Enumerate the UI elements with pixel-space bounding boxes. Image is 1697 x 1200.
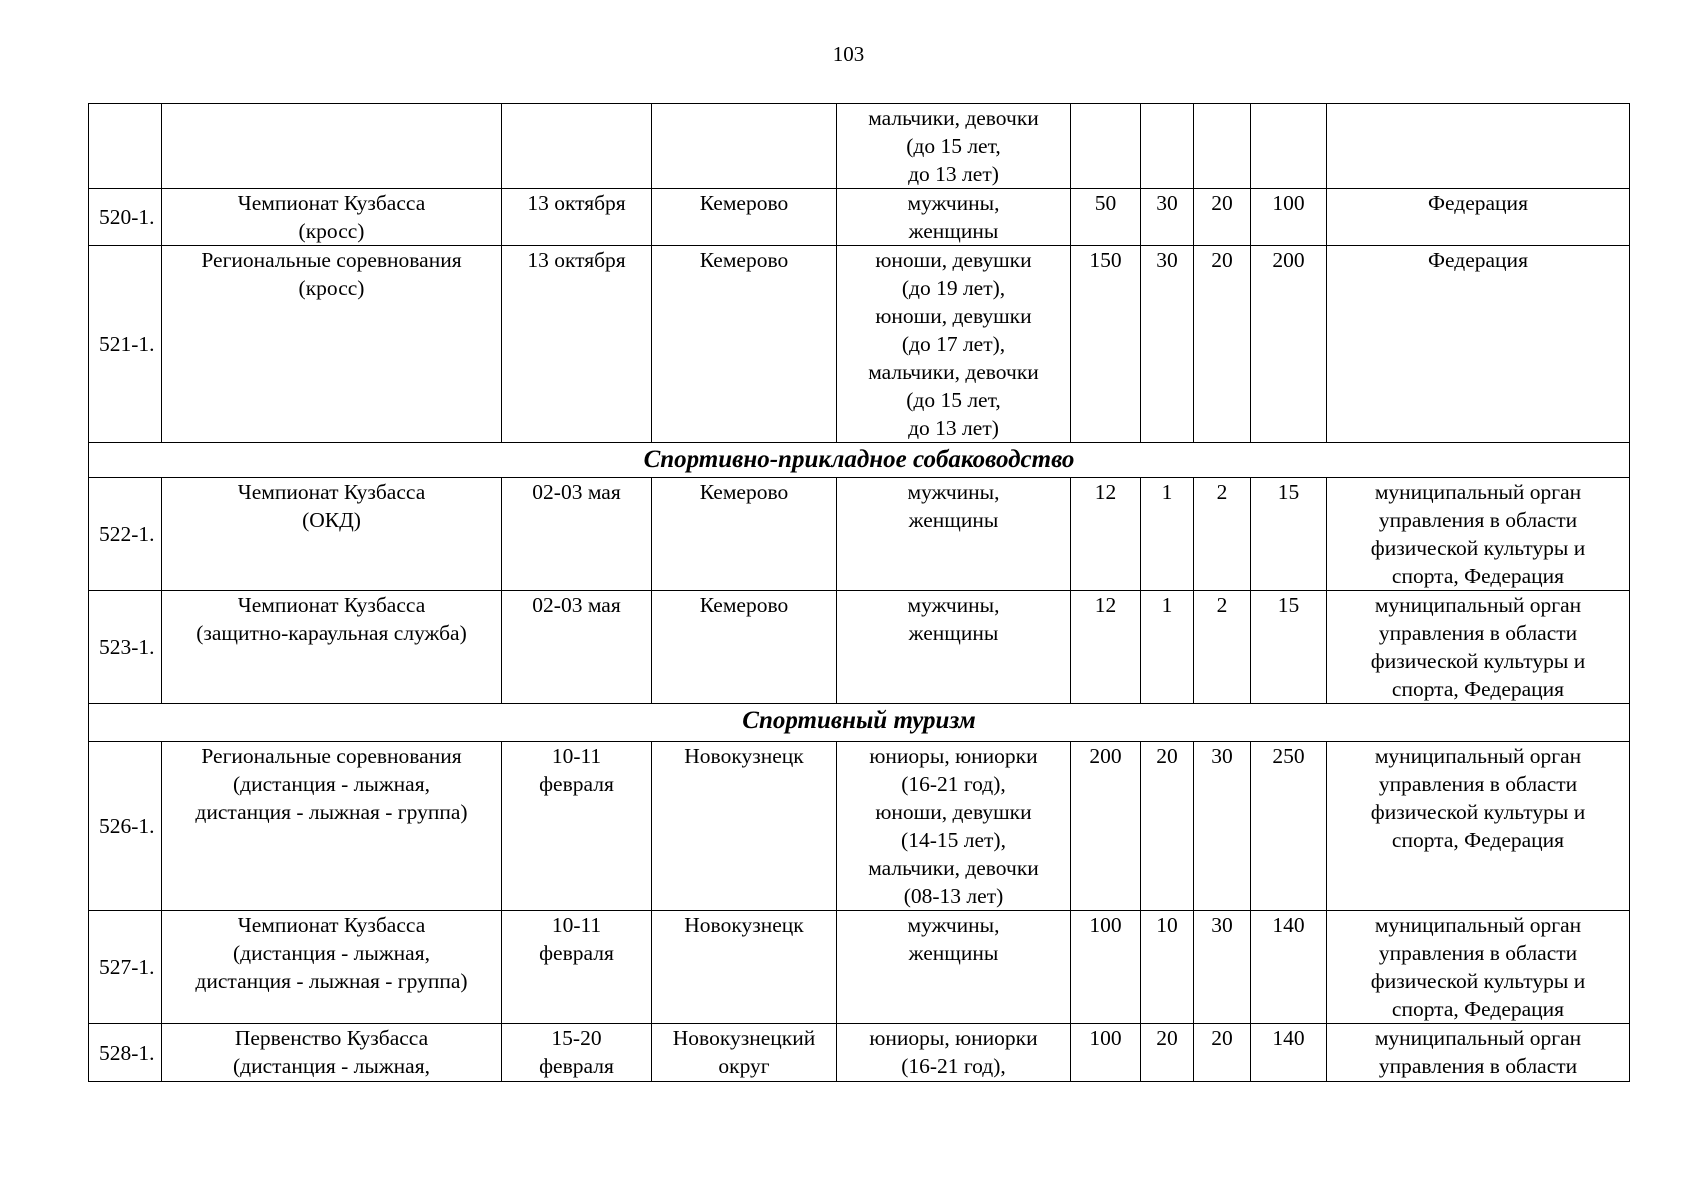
cell-num: 520-1.: [89, 189, 162, 246]
cell-c2: 10: [1141, 911, 1194, 1024]
cell-place: [652, 104, 837, 189]
cell-organizer: муниципальный орган управления в области физической культуры и спорта, Федерация: [1327, 911, 1630, 1024]
cell-date: 02-03 мая: [502, 478, 652, 591]
cell-name: Чемпионат Кузбасса (защитно-караульная служба): [162, 591, 502, 704]
cell-num: 526-1.: [89, 742, 162, 911]
table-row: [89, 591, 1630, 704]
table-row: [89, 246, 1630, 443]
cell-c2: 30: [1141, 246, 1194, 443]
cell-place: Кемерово: [652, 478, 837, 591]
cell-organizer: Федерация: [1327, 246, 1630, 443]
cell-c1: 100: [1071, 1024, 1141, 1082]
cell-c1: 12: [1071, 478, 1141, 591]
cell-participants: юноши, девушки (до 19 лет), юноши, девушки (до 17 лет), мальчики, девочки (до 15 лет, до 13 лет): [837, 246, 1071, 443]
cell-date: 02-03 мая: [502, 591, 652, 704]
cell-place: Новокузнецк: [652, 742, 837, 911]
cell-c3: 30: [1194, 742, 1251, 911]
section-title: Спортивно-прикладное собаководство: [89, 443, 1630, 478]
cell-num: 527-1.: [89, 911, 162, 1024]
cell-c1: [1071, 104, 1141, 189]
cell-num: 528-1.: [89, 1024, 162, 1082]
cell-name: Чемпионат Кузбасса (дистанция - лыжная, дистанция - лыжная - группа): [162, 911, 502, 1024]
cell-num: 522-1.: [89, 478, 162, 591]
cell-organizer: муниципальный орган управления в области: [1327, 1024, 1630, 1082]
table-row: [89, 1024, 1630, 1082]
cell-c2: 1: [1141, 591, 1194, 704]
cell-organizer: [1327, 104, 1630, 189]
cell-total: 140: [1251, 1024, 1327, 1082]
cell-participants: мужчины, женщины: [837, 591, 1071, 704]
cell-total: 200: [1251, 246, 1327, 443]
cell-c3: 2: [1194, 478, 1251, 591]
cell-c1: 200: [1071, 742, 1141, 911]
cell-c2: 20: [1141, 1024, 1194, 1082]
table-row: [89, 742, 1630, 911]
cell-date: [502, 104, 652, 189]
cell-total: [1251, 104, 1327, 189]
events-table: [88, 103, 1630, 1082]
cell-c3: 20: [1194, 1024, 1251, 1082]
table-row: [89, 189, 1630, 246]
cell-participants: мужчины, женщины: [837, 911, 1071, 1024]
cell-c2: 30: [1141, 189, 1194, 246]
cell-participants: юниоры, юниорки (16-21 год), юноши, девушки (14-15 лет), мальчики, девочки (08-13 лет): [837, 742, 1071, 911]
cell-date: 10-11 февраля: [502, 742, 652, 911]
cell-name: Региональные соревнования (дистанция - лыжная, дистанция - лыжная - группа): [162, 742, 502, 911]
cell-organizer: муниципальный орган управления в области физической культуры и спорта, Федерация: [1327, 591, 1630, 704]
cell-participants: мужчины, женщины: [837, 189, 1071, 246]
cell-place: Кемерово: [652, 246, 837, 443]
cell-organizer: муниципальный орган управления в области физической культуры и спорта, Федерация: [1327, 478, 1630, 591]
cell-participants: мальчики, девочки (до 15 лет, до 13 лет): [837, 104, 1071, 189]
cell-total: 250: [1251, 742, 1327, 911]
page-number: 103: [832, 42, 865, 66]
cell-total: 140: [1251, 911, 1327, 1024]
table-row: [89, 478, 1630, 591]
cell-c1: 150: [1071, 246, 1141, 443]
cell-c1: 12: [1071, 591, 1141, 704]
cell-c2: [1141, 104, 1194, 189]
cell-organizer: Федерация: [1327, 189, 1630, 246]
cell-date: 10-11 февраля: [502, 911, 652, 1024]
cell-name: Первенство Кузбасса (дистанция - лыжная,: [162, 1024, 502, 1082]
cell-place: Кемерово: [652, 591, 837, 704]
cell-participants: юниоры, юниорки (16-21 год),: [837, 1024, 1071, 1082]
section-title: Спортивный туризм: [89, 704, 1630, 742]
cell-num: 521-1.: [89, 246, 162, 443]
section-header-row: [89, 443, 1630, 478]
cell-num: 523-1.: [89, 591, 162, 704]
cell-date: 13 октября: [502, 246, 652, 443]
cell-name: Чемпионат Кузбасса (ОКД): [162, 478, 502, 591]
cell-num: [89, 104, 162, 189]
cell-participants: мужчины, женщины: [837, 478, 1071, 591]
table-row: [89, 911, 1630, 1024]
cell-c3: 20: [1194, 246, 1251, 443]
cell-name: [162, 104, 502, 189]
cell-c2: 20: [1141, 742, 1194, 911]
cell-c1: 100: [1071, 911, 1141, 1024]
cell-date: 15-20 февраля: [502, 1024, 652, 1082]
cell-name: Региональные соревнования (кросс): [162, 246, 502, 443]
cell-organizer: муниципальный орган управления в области физической культуры и спорта, Федерация: [1327, 742, 1630, 911]
cell-name: Чемпионат Кузбасса (кросс): [162, 189, 502, 246]
cell-place: Кемерово: [652, 189, 837, 246]
cell-c1: 50: [1071, 189, 1141, 246]
cell-total: 100: [1251, 189, 1327, 246]
cell-place: Новокузнецкий округ: [652, 1024, 837, 1082]
cell-c3: [1194, 104, 1251, 189]
cell-c3: 20: [1194, 189, 1251, 246]
cell-total: 15: [1251, 478, 1327, 591]
section-header-row: [89, 704, 1630, 742]
cell-date: 13 октября: [502, 189, 652, 246]
cell-total: 15: [1251, 591, 1327, 704]
cell-c3: 2: [1194, 591, 1251, 704]
table-row: [89, 104, 1630, 189]
cell-c3: 30: [1194, 911, 1251, 1024]
cell-place: Новокузнецк: [652, 911, 837, 1024]
cell-c2: 1: [1141, 478, 1194, 591]
